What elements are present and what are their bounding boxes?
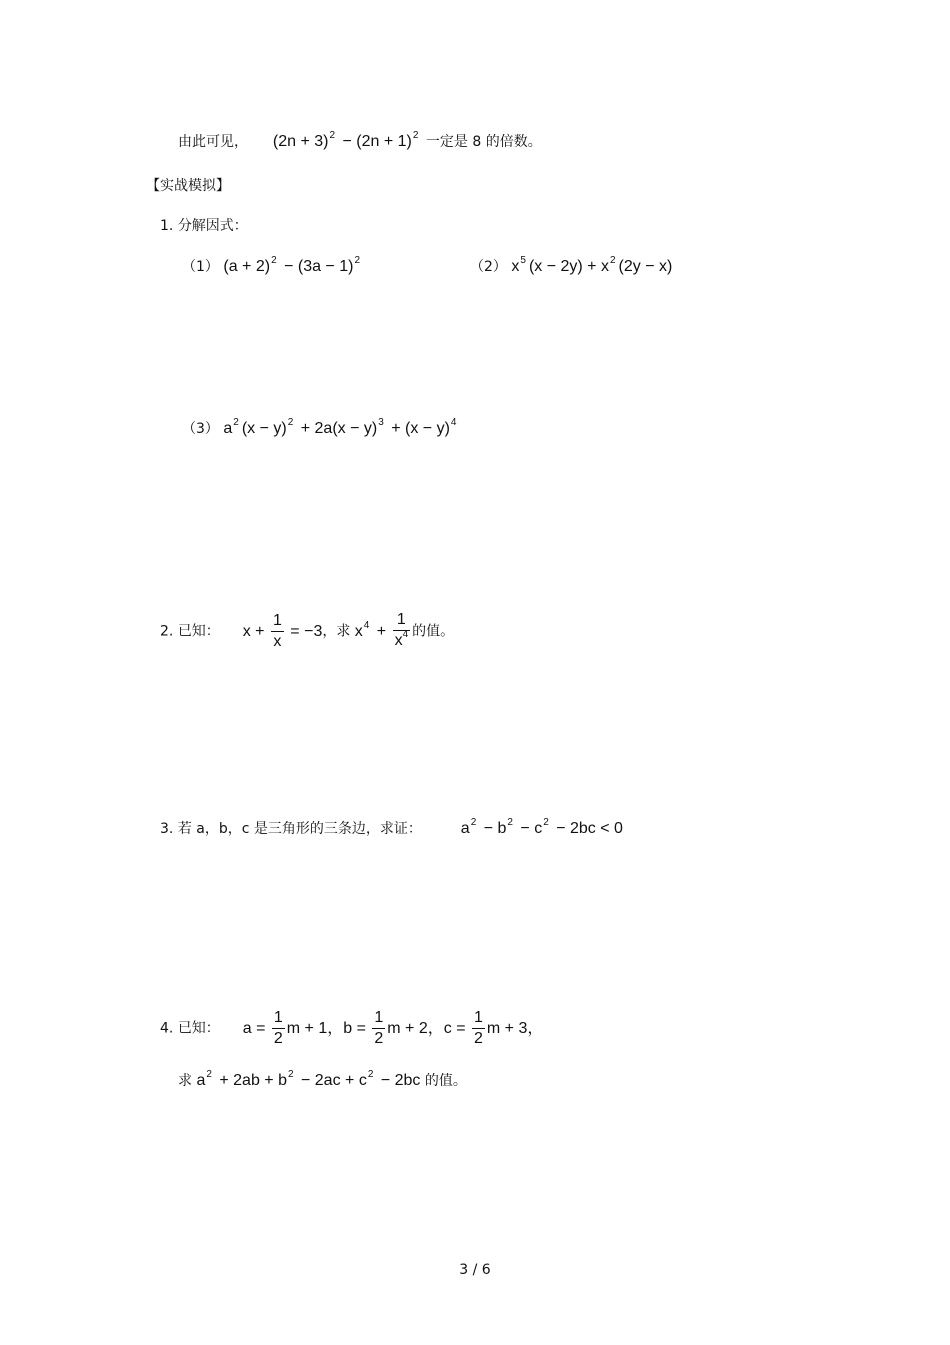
q3-number: 3. (160, 821, 174, 837)
q1-part1 (182, 255, 363, 278)
q1-part2 (470, 255, 673, 278)
q2-line (160, 610, 454, 653)
intro-line (178, 130, 542, 153)
q2-condition: x + $\frac{1}{x}$ = −3 (242, 612, 323, 650)
q1-number: 1. (160, 218, 174, 234)
section-title: 【实战模拟】 (146, 178, 230, 194)
intro-formula: $(2n + 3)^2 - (2n + 1)^2$ (272, 130, 419, 150)
q1-heading (160, 217, 248, 235)
q1-part1-formula: $(a + 2)^2 - (3a - 1)^2$ (223, 255, 361, 275)
q4-line1 (160, 1008, 543, 1049)
q4-line2-prefix: 求 (178, 1073, 192, 1089)
q3-line (160, 817, 623, 840)
q1-part3 (182, 417, 459, 440)
q4-text: 已知： (177, 1020, 220, 1037)
q2-target: $x^4$ + $\frac{1}{x^4}$ (355, 623, 412, 640)
q4-conditions: a = $\frac{1}{2}$ m + 1，b = $\frac{1}{2}$ m + 2，c = $\frac{1}{2}$ m + 3， (242, 1009, 544, 1047)
q4-frac-a: $\frac{1}{2}$ (273, 1009, 283, 1047)
q1-part1-label: （1） (182, 259, 219, 275)
page-number: 3 / 6 (459, 1262, 491, 1278)
q2-suffix: 的值。 (412, 623, 455, 640)
q2-frac-1-over-x: $\frac{1}{x}$ (272, 612, 282, 650)
q2-text: 已知： (177, 623, 220, 640)
q1-part3-label: （3） (182, 421, 219, 437)
q4-line2 (178, 1069, 467, 1092)
q4-frac-c: $\frac{1}{2}$ (473, 1009, 483, 1047)
q1-text: 分解因式： (177, 218, 248, 234)
q2-mid: ，求 (322, 623, 351, 640)
q4-suffix: 的值。 (424, 1073, 467, 1089)
q3-text: 若 a，b，c 是三角形的三条边，求证： (177, 821, 422, 837)
q4-number: 4. (160, 1020, 174, 1037)
q3-inequality: $a^2 - b^2 - c^2 - 2bc < 0$ (460, 817, 623, 837)
intro-prefix: 由此可见， (178, 134, 248, 150)
q4-expression: $a^2 + 2ab + b^2 - 2ac + c^2 - 2bc$ (196, 1069, 421, 1089)
intro-suffix: 一定是 8 的倍数。 (425, 134, 542, 150)
q4-frac-b: $\frac{1}{2}$ (374, 1009, 384, 1047)
q1-part2-formula: $x^5$ $(x - 2y) + x^2$ (2y − x) (511, 255, 673, 275)
q2-frac-1-over-x4: $\frac{1}{x^4}$ (394, 611, 409, 649)
q1-part3-formula: $a^2$ $(x - y)^2 + 2a(x - y)^3 + (x - y)^4$ (223, 417, 457, 437)
q2-number: 2. (160, 623, 174, 640)
q1-part2-label: （2） (470, 259, 507, 275)
